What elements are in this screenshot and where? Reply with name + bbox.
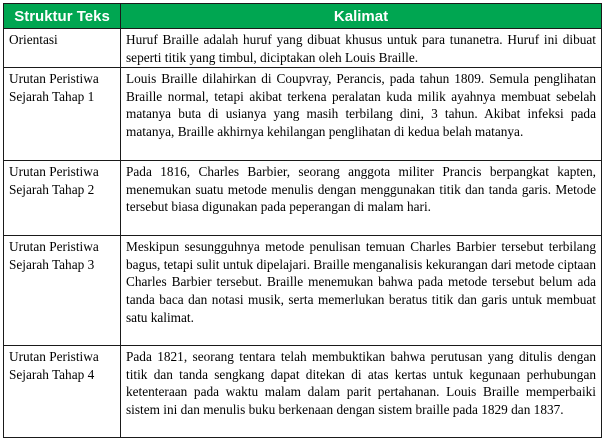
table-row bbox=[4, 236, 602, 346]
row-sentence-text: Louis Braille dilahirkan di Coupvray, Perancis, pada tahun 1809. Semula penglihatan Braille normal, tetapi akibat terkena peralatan kuda milik ayahnya membuat sebelah matanya buta di usianya yang masih terbilang dini, 3 tahun. Akibat infeksi pada matanya, Braille akhirnya kehilangan penglihatan di kedua belah matanya. bbox=[121, 68, 602, 161]
row-structure-label: Urutan Peristiwa Sejarah Tahap 2 bbox=[4, 161, 121, 236]
row-sentence-text: Pada 1816, Charles Barbier, seorang anggota militer Prancis berpangkat kapten, menemukan suatu metode menulis dengan menggunakan titik dan tanda garis. Metode tersebut biasa digunakan pada peperangan di malam hari. bbox=[121, 161, 602, 236]
row-sentence-text: Huruf Braille adalah huruf yang dibuat khusus untuk para tunanetra. Huruf ini dibuat seperti titik yang timbul, diciptakan oleh Louis Braille. bbox=[121, 29, 602, 68]
row-structure-label: Urutan Peristiwa Sejarah Tahap 4 bbox=[4, 346, 121, 438]
row-structure-label: Urutan Peristiwa Sejarah Tahap 3 bbox=[4, 236, 121, 346]
row-sentence-text: Meskipun sesungguhnya metode penulisan temuan Charles Barbier tersebut terbilang bagus, tetapi sulit untuk dipelajari. Braille menganalisis kekurangan dari metode ciptaan Charles Barbier tersebut. Braille menemukan bahwa pada metode tersebut belum ada tanda baca dan notasi musik, serta memerlukan beratus titik dan garis untuk membuat satu kalimat. bbox=[121, 236, 602, 346]
table-row bbox=[4, 161, 602, 236]
table-row bbox=[4, 29, 602, 68]
table-row bbox=[4, 68, 602, 161]
table-row bbox=[4, 346, 602, 438]
table-header-row bbox=[4, 4, 602, 29]
row-structure-label: Orientasi bbox=[4, 29, 121, 68]
row-structure-label: Urutan Peristiwa Sejarah Tahap 1 bbox=[4, 68, 121, 161]
header-structure: Struktur Teks bbox=[4, 4, 121, 29]
structure-table bbox=[3, 3, 602, 438]
header-sentence: Kalimat bbox=[121, 4, 602, 29]
row-sentence-text: Pada 1821, seorang tentara telah membuktikan bahwa perutusan yang ditulis dengan titik dan tanda sengkang dapat ditekan di atas kertas untuk kegunaan perhubungan ketenteraan pada waktu malam dalam parit pertahanan. Louis Braille memperbaiki sistem ini dan menulis buku berkenaan dengan sistem braille pada 1829 dan 1837. bbox=[121, 346, 602, 438]
